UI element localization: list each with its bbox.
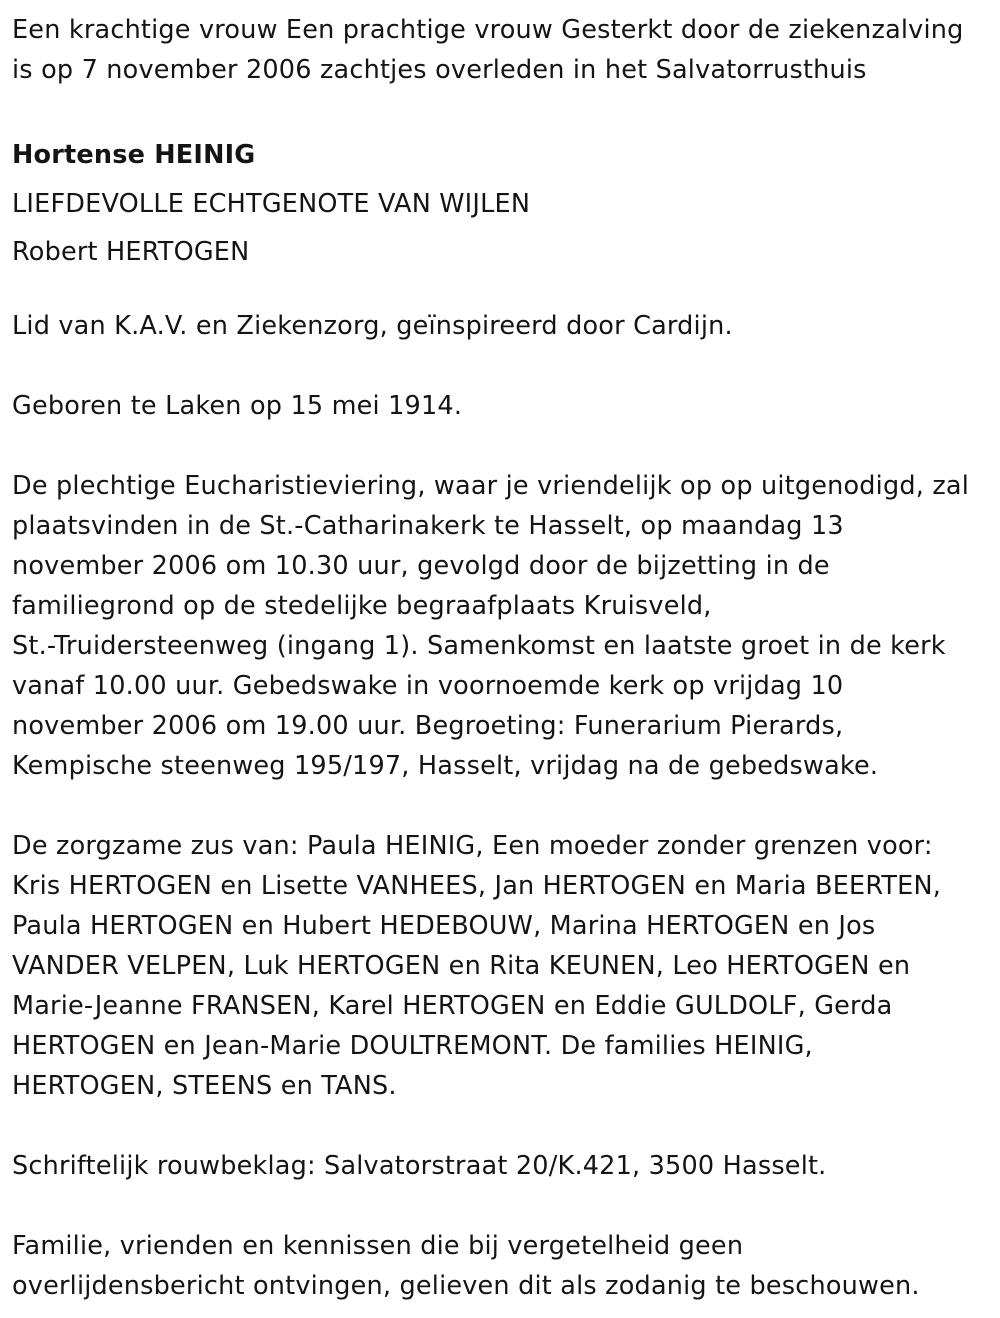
birth-paragraph (12, 386, 988, 426)
ceremony-line: familiegrond op de stedelijke begraafplaats Kruisveld, (12, 591, 712, 621)
membership-paragraph (12, 306, 988, 346)
notice-line: overlijdensbericht ontvingen, gelieven dit als zodanig te beschouwen. (12, 1271, 920, 1301)
family-line: VANDER VELPEN, Luk HERTOGEN en Rita KEUNEN, Leo HERTOGEN en (12, 951, 911, 981)
membership-line: Lid van K.A.V. en Ziekenzorg, geïnspireerd door Cardijn. (12, 311, 733, 341)
birth-line: Geboren te Laken op 15 mei 1914. (12, 391, 463, 421)
family-line: Paula HERTOGEN en Hubert HEDEBOUW, Marina HERTOGEN en Jos (12, 911, 876, 941)
family-line: De zorgzame zus van: Paula HEINIG, Een moeder zonder grenzen voor: (12, 831, 933, 861)
family-line: Marie-Jeanne FRANSEN, Karel HERTOGEN en Eddie GULDOLF, Gerda (12, 991, 893, 1021)
ceremony-line: november 2006 om 19.00 uur. Begroeting: Funerarium Pierards, (12, 711, 844, 741)
ceremony-line: november 2006 om 10.30 uur, gevolgd door de bijzetting in de (12, 551, 830, 581)
family-line: HERTOGEN, STEENS en TANS. (12, 1071, 397, 1101)
family-line: Kris HERTOGEN en Lisette VANHEES, Jan HERTOGEN en Maria BEERTEN, (12, 871, 942, 901)
notice-paragraph (12, 1226, 988, 1306)
ceremony-line: vanaf 10.00 uur. Gebedswake in voornoemde kerk op vrijdag 10 (12, 671, 844, 701)
deceased-relation: LIEFDEVOLLE ECHTGENOTE VAN WIJLEN (12, 189, 531, 219)
condolences-paragraph (12, 1146, 988, 1186)
intro-line: Een krachtige vrouw Een prachtige vrouw Gesterkt door de ziekenzalving (12, 15, 964, 45)
ceremony-line: De plechtige Eucharistieviering, waar je vriendelijk op op uitgenodigd, zal (12, 471, 970, 501)
ceremony-line: St.-Truidersteenweg (ingang 1). Samenkomst en laatste groet in de kerk (12, 631, 946, 661)
spouse-name: Robert HERTOGEN (12, 237, 250, 267)
condolences-line: Schriftelijk rouwbeklag: Salvatorstraat 20/K.421, 3500 Hasselt. (12, 1151, 827, 1181)
ceremony-paragraph (12, 466, 988, 786)
family-paragraph (12, 826, 988, 1106)
ceremony-line: plaatsvinden in de St.-Catharinakerk te Hasselt, op maandag 13 (12, 511, 844, 541)
notice-line: Familie, vrienden en kennissen die bij vergetelheid geen (12, 1231, 744, 1261)
family-line: HERTOGEN en Jean-Marie DOULTREMONT. De families HEINIG, (12, 1031, 813, 1061)
intro-line: is op 7 november 2006 zachtjes overleden in het Salvatorrusthuis (12, 55, 867, 85)
deceased-name: Hortense HEINIG (12, 140, 256, 170)
intro-paragraph (12, 10, 988, 90)
ceremony-line: Kempische steenweg 195/197, Hasselt, vrijdag na de gebedswake. (12, 751, 879, 781)
